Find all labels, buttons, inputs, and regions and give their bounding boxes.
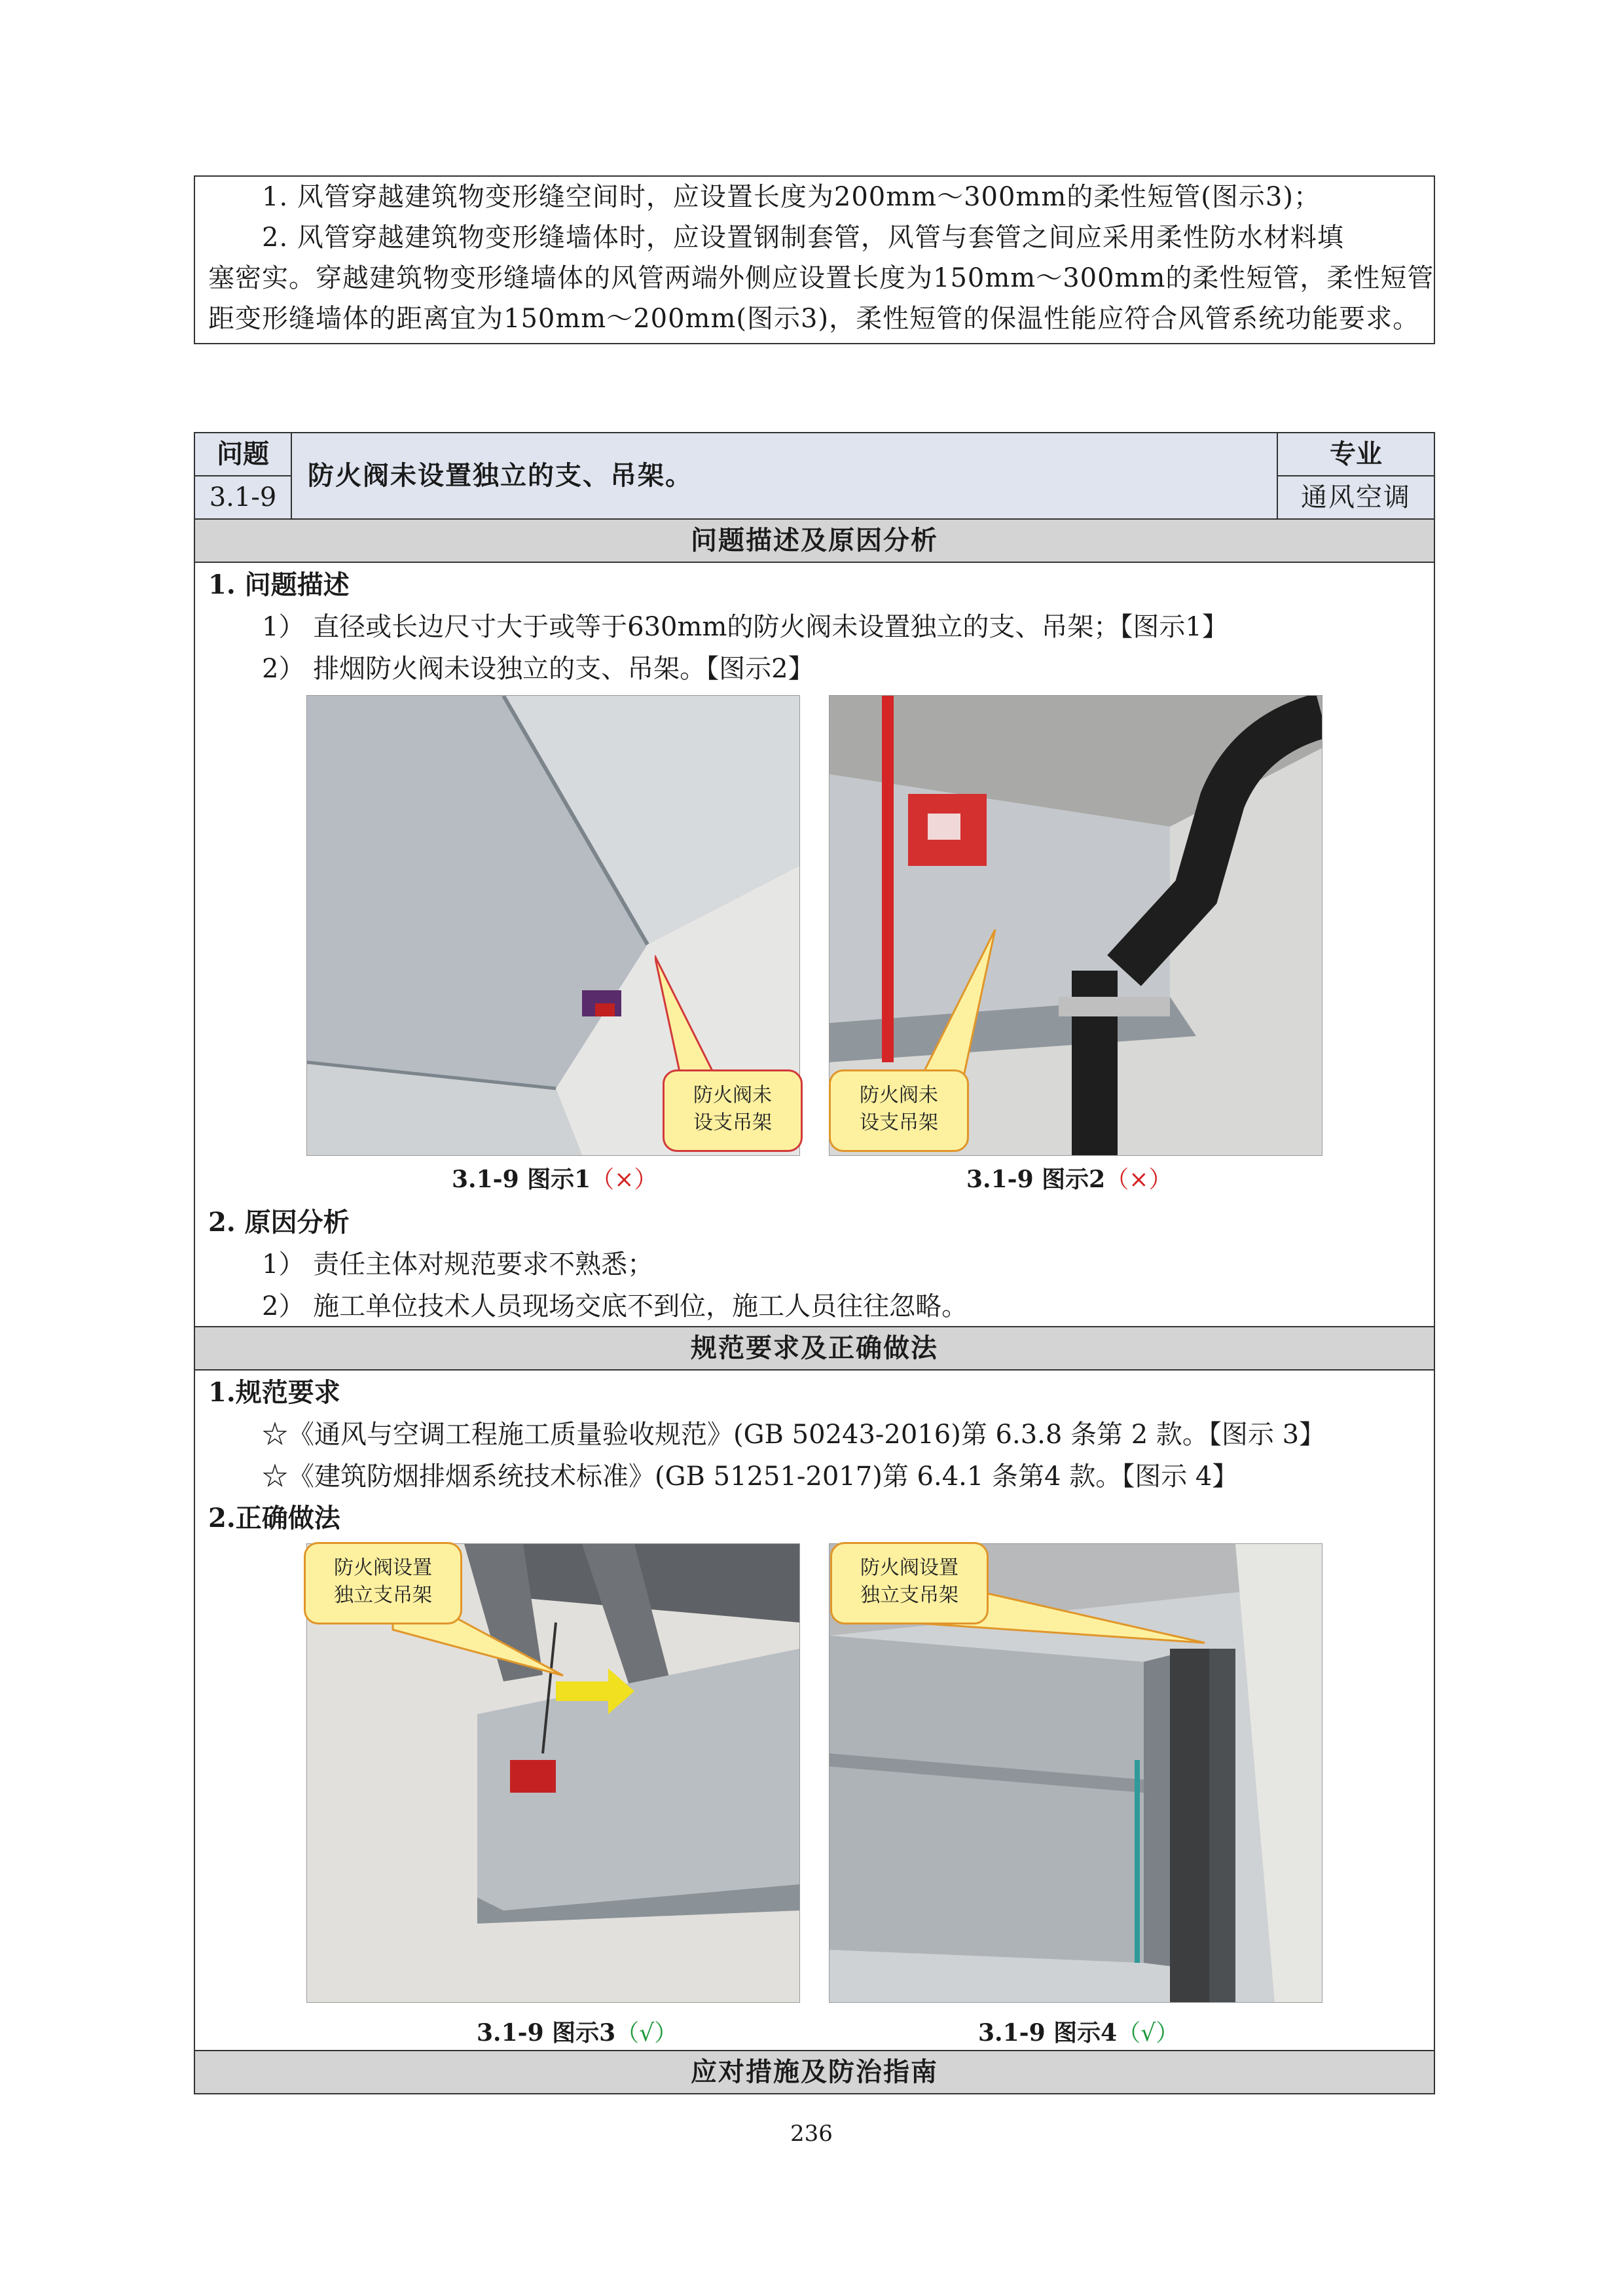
problem-item: 2） 排烟防火阀未设独立的支、吊架。【图示2】 (262, 654, 814, 684)
discipline-value: 通风空调 (1301, 482, 1411, 512)
callout-line: 防火阀设置 (860, 1556, 958, 1579)
spec-item: ☆《建筑防烟排烟系统技术标准》(GB 51251-2017)第 6.4.1 条第4 款。【图示 4】 (262, 1462, 1239, 1492)
text-line: 1. 风管穿越建筑物变形缝空间时，应设置长度为200mm～300mm的柔性短管(图示3)； (208, 182, 1321, 212)
text-line: 距变形缝墙体的距离宜为150mm～200mm(图示3)，柔性短管的保温性能应符合风管系统功能要求。 (208, 304, 1420, 334)
discipline-label: 专业 (1330, 439, 1382, 469)
issue-code: 3.1-9 (209, 482, 277, 512)
callout-fig1 (663, 1069, 803, 1152)
wrong-mark: （×） (591, 1166, 658, 1193)
caption-fig1 (452, 1161, 657, 1194)
callout-line: 独立支吊架 (334, 1584, 432, 1607)
correct-mark: （√） (615, 2020, 678, 2047)
issue-title: 防火阀未设置独立的支、吊架。 (308, 460, 693, 491)
issue-label: 问题 (217, 439, 269, 469)
callout-line: 设支吊架 (693, 1111, 772, 1134)
caption-fig3 (477, 2015, 678, 2048)
spec-item: ☆《通风与空调工程施工质量验收规范》(GB 50243-2016)第 6.3.8 条第 2 款。【图示 3】 (262, 1420, 1326, 1450)
section-band-analysis: 问题描述及原因分析 (195, 520, 1434, 562)
section-band-spec: 规范要求及正确做法 (195, 1327, 1434, 1369)
text-line: 塞密实。穿越建筑物变形缝墙体的风管两端外侧应设置长度为150mm～300mm的柔性短管，柔性短管 (208, 263, 1434, 293)
cause-item: 1） 责任主体对规范要求不熟悉； (262, 1249, 654, 1280)
caption-text: 3.1-9 图示4 (978, 2019, 1118, 2047)
caption-fig2 (966, 1161, 1172, 1194)
section-band-measures: 应对措施及防治指南 (195, 2051, 1434, 2093)
problem-item: 1） 直径或长边尺寸大于或等于630mm的防火阀未设置独立的支、吊架；【图示1】 (262, 612, 1228, 642)
callout-line: 防火阀未 (693, 1084, 772, 1107)
callout-line: 独立支吊架 (860, 1584, 958, 1607)
spec-heading: 1.规范要求 (208, 1377, 340, 1408)
cause-heading: 2. 原因分析 (208, 1207, 350, 1238)
callout-line: 防火阀设置 (334, 1556, 432, 1579)
caption-text: 3.1-9 图示1 (452, 1166, 591, 1193)
correct-mark: （√） (1117, 2020, 1180, 2047)
previous-item-text-box (194, 175, 1435, 344)
caption-fig4 (978, 2015, 1179, 2048)
caption-text: 3.1-9 图示2 (966, 1166, 1106, 1193)
caption-text: 3.1-9 图示3 (477, 2019, 616, 2047)
cause-item: 2） 施工单位技术人员现场交底不到位，施工人员往往忽略。 (262, 1291, 968, 1321)
method-heading: 2.正确做法 (208, 1503, 340, 1534)
page-number: 236 (790, 2121, 833, 2147)
callout-line: 防火阀未 (860, 1084, 938, 1107)
callout-line: 设支吊架 (860, 1111, 938, 1134)
text-line: 2. 风管穿越建筑物变形缝墙体时，应设置钢制套管，风管与套管之间应采用柔性防水材料填 (208, 223, 1344, 253)
callout-fig3 (304, 1542, 462, 1624)
callout-fig2 (829, 1069, 969, 1152)
problem-heading: 1. 问题描述 (208, 569, 350, 600)
callout-fig4 (830, 1542, 989, 1624)
wrong-mark: （×） (1105, 1166, 1173, 1193)
